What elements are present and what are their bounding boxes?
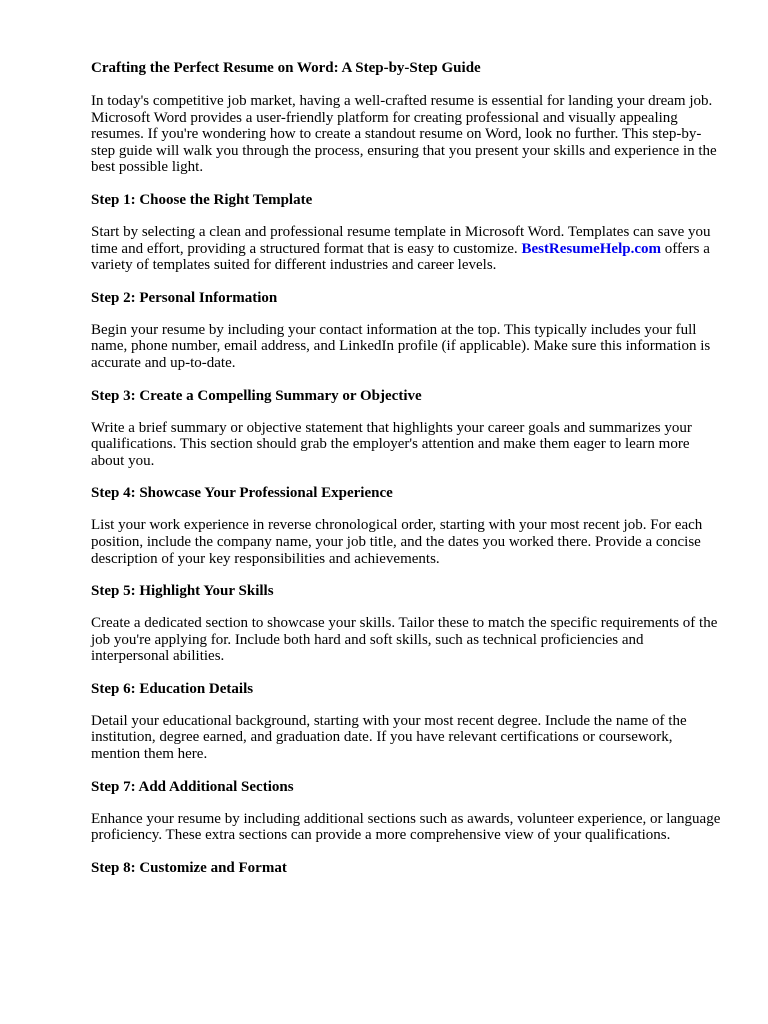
step-1-heading: Step 1: Choose the Right Template (91, 191, 313, 208)
step-3-paragraph: Write a brief summary or objective statement that highlights your career goals and summarizes your qualifications. This section should grab the employer's attention and make them eager to learn more about you. (91, 419, 692, 469)
step-6-paragraph: Detail your educational background, starting with your most recent degree. Include the name of the institution, degree earned, and graduation date. If you have relevant certifications or coursework, mention them here. (91, 712, 687, 763)
step-1-paragraph (91, 224, 723, 274)
step-5-paragraph: Create a dedicated section to showcase your skills. Tailor these to match the specific requirements of the job you're applying for. Include both hard and soft skills, such as technical proficiencies and interpersonal abilities. (91, 615, 718, 665)
document-page (91, 60, 723, 892)
step-7-paragraph: Enhance your resume by including additional sections such as awards, volunteer experience, or language proficiency. These extra sections can provide a more comprehensive view of your qualifications. (91, 810, 721, 844)
intro-paragraph: In today's competitive job market, having a well-crafted resume is essential for landing your dream job. Microsoft Word provides a user-friendly platform for creating professional and visually appealing resumes. If you're wondering how to create a standout resume on Word, look no further. This step-by-step guide will walk you through the process, ensuring that you present your skills and experience in the best possible light. (91, 93, 717, 176)
step-1-text-after-link: offers a variety of templates suited for different industries and career levels. (91, 240, 710, 274)
step-6-heading: Step 6: Education Details (91, 680, 254, 697)
step-5-heading: Step 5: Highlight Your Skills (91, 583, 274, 600)
step-1-text-before-link: Start by selecting a clean and professional resume template in Microsoft Word. Templates can save you time and effort, providing a structured format that is easy to customize. (91, 223, 711, 257)
bestresumehelp-link[interactable]: BestResumeHelp.com (521, 240, 661, 257)
step-2-paragraph: Begin your resume by including your contact information at the top. This typically includes your full name, phone number, email address, and LinkedIn profile (if applicable). Make sure this information is accurate and up-to-date. (91, 321, 711, 371)
step-4-paragraph: List your work experience in reverse chronological order, starting with your most recent job. For each position, include the company name, your job title, and the dates you worked there. Provide a concise description of your key responsibilities and achievements. (91, 517, 703, 567)
step-7-heading: Step 7: Add Additional Sections (91, 778, 294, 795)
step-4-heading: Step 4: Showcase Your Professional Experience (91, 485, 393, 502)
document-title: Crafting the Perfect Resume on Word: A Step-by-Step Guide (91, 60, 481, 76)
step-3-heading: Step 3: Create a Compelling Summary or Objective (91, 387, 422, 404)
step-2-heading: Step 2: Personal Information (91, 289, 278, 306)
step-8-heading: Step 8: Customize and Format (91, 859, 287, 876)
